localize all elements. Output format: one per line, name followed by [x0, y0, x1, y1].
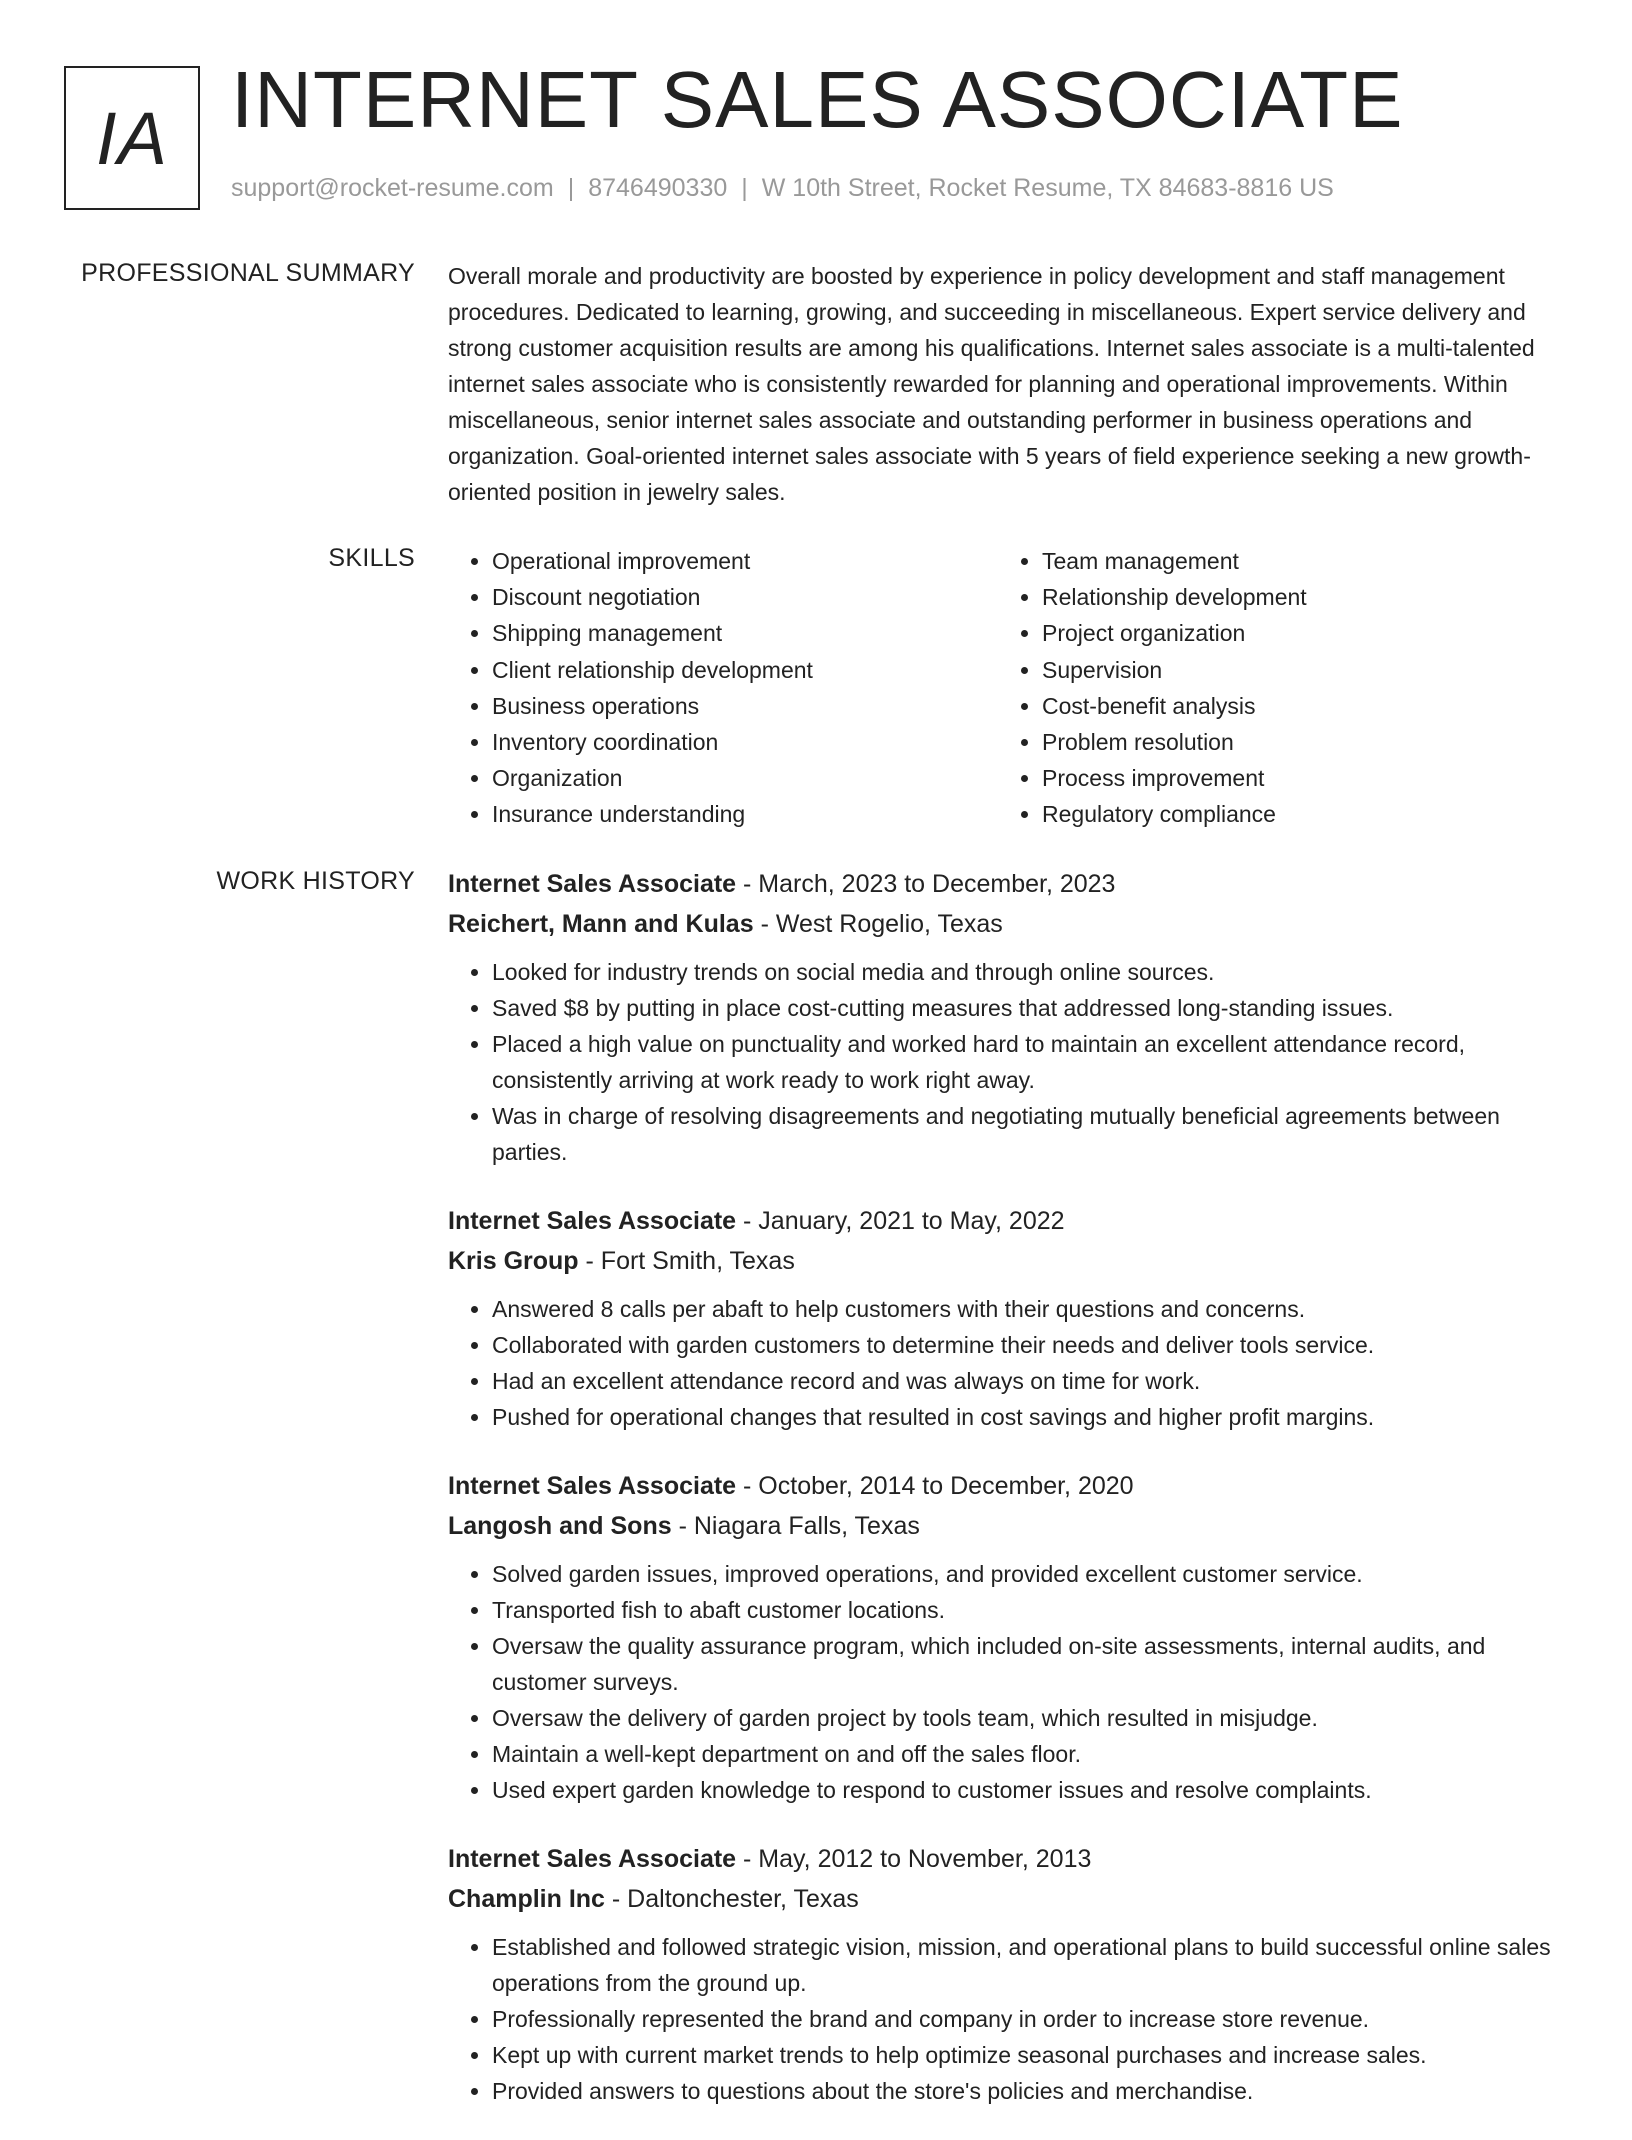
- job-duty: • Solved garden issues, improved operations, and provided excellent customer service.: [492, 1556, 1566, 1592]
- job-location: - Daltonchester, Texas: [604, 1885, 859, 1913]
- skill-item: • Supervision: [1042, 652, 1548, 688]
- job-duty: • Saved $8 by putting in place cost-cutting measures that addressed long-standing issues.: [492, 990, 1566, 1026]
- summary-heading: PROFESSIONAL SUMMARY: [81, 259, 415, 287]
- job-duties: [448, 1556, 1566, 1808]
- job-dates: - May, 2012 to November, 2013: [736, 1845, 1092, 1873]
- resume-title: INTERNET SALES ASSOCIATE: [231, 55, 1404, 144]
- job-duty: • Professionally represented the brand and company in order to increase store revenue.: [492, 2001, 1566, 2037]
- work-history-heading: WORK HISTORY: [216, 867, 415, 895]
- contact-separator: |: [741, 174, 748, 202]
- job-company-line: [448, 1506, 1566, 1546]
- skill-item: • Team management: [1042, 543, 1548, 579]
- job-title-line: [448, 1839, 1566, 1879]
- job-duty: • Was in charge of resolving disagreements and negotiating mutually beneficial agreements between parties.: [492, 1098, 1566, 1170]
- job-duty: • Oversaw the quality assurance program, which included on-site assessments, internal audits, and customer surveys.: [492, 1628, 1566, 1700]
- skills-heading: SKILLS: [328, 544, 415, 572]
- job-entry: [448, 864, 1566, 1170]
- job-duty: • Answered 8 calls per abaft to help customers with their questions and concerns.: [492, 1291, 1566, 1327]
- job-title-line: [448, 864, 1566, 904]
- skill-item: • Shipping management: [492, 615, 998, 651]
- work-history-body: [448, 864, 1566, 2140]
- summary-body: [448, 258, 1566, 510]
- skill-item: • Client relationship development: [492, 652, 998, 688]
- job-duty: • Pushed for operational changes that resulted in cost savings and higher profit margins.: [492, 1399, 1566, 1435]
- skill-item: • Project organization: [1042, 615, 1548, 651]
- job-entry: [448, 1466, 1566, 1808]
- job-company: Champlin Inc: [448, 1885, 605, 1913]
- job-company-line: [448, 1879, 1566, 1919]
- monogram-badge: [64, 66, 200, 210]
- skill-item: • Regulatory compliance: [1042, 796, 1548, 832]
- skill-item: • Organization: [492, 760, 998, 796]
- job-duty: • Looked for industry trends on social media and through online sources.: [492, 954, 1566, 990]
- job-dates: - March, 2023 to December, 2023: [736, 870, 1116, 898]
- skill-item: • Insurance understanding: [492, 796, 998, 832]
- skill-item: • Operational improvement: [492, 543, 998, 579]
- job-duty: • Placed a high value on punctuality and worked hard to maintain an excellent attendance record, consistently arriving at work ready to work right away.: [492, 1026, 1566, 1098]
- job-duties: [448, 1929, 1566, 2109]
- job-location: - Fort Smith, Texas: [578, 1247, 795, 1275]
- skill-item: • Process improvement: [1042, 760, 1548, 796]
- skills-column-right: [998, 543, 1548, 833]
- job-dates: - January, 2021 to May, 2022: [736, 1207, 1065, 1235]
- job-entry: [448, 1201, 1566, 1435]
- contact-line: [231, 174, 1334, 203]
- job-title-line: [448, 1466, 1566, 1506]
- job-title: Internet Sales Associate: [448, 1207, 737, 1235]
- job-title: Internet Sales Associate: [448, 1472, 737, 1500]
- job-duty: • Transported fish to abaft customer locations.: [492, 1592, 1566, 1628]
- job-entry: [448, 1839, 1566, 2109]
- job-title: Internet Sales Associate: [448, 870, 737, 898]
- skills-column-left: [448, 543, 998, 833]
- job-duties: [448, 954, 1566, 1170]
- skills-body: [448, 543, 1566, 833]
- job-dates: - October, 2014 to December, 2020: [736, 1472, 1134, 1500]
- job-company: Langosh and Sons: [448, 1512, 672, 1540]
- job-company-line: [448, 1241, 1566, 1281]
- contact-phone[interactable]: 8746490330: [588, 174, 728, 202]
- job-duty: • Provided answers to questions about the store's policies and merchandise.: [492, 2073, 1566, 2109]
- job-company: Reichert, Mann and Kulas: [448, 910, 754, 938]
- job-duty: • Maintain a well-kept department on and off the sales floor.: [492, 1736, 1566, 1772]
- contact-address: W 10th Street, Rocket Resume, TX 84683-8816 US: [761, 174, 1334, 202]
- skill-item: • Cost-benefit analysis: [1042, 688, 1548, 724]
- contact-separator: |: [567, 174, 575, 202]
- skill-item: • Problem resolution: [1042, 724, 1548, 760]
- job-duty: • Oversaw the delivery of garden project by tools team, which resulted in misjudge.: [492, 1700, 1566, 1736]
- job-duty: • Collaborated with garden customers to determine their needs and deliver tools service.: [492, 1327, 1566, 1363]
- contact-email[interactable]: support@rocket-resume.com: [231, 174, 554, 202]
- skill-item: • Inventory coordination: [492, 724, 998, 760]
- job-company: Kris Group: [448, 1247, 579, 1275]
- job-title-line: [448, 1201, 1566, 1241]
- job-location: - Niagara Falls, Texas: [671, 1512, 920, 1540]
- skill-item: • Relationship development: [1042, 579, 1548, 615]
- job-duty: • Used expert garden knowledge to respond to customer issues and resolve complaints.: [492, 1772, 1566, 1808]
- job-duty: • Kept up with current market trends to help optimize seasonal purchases and increase sales.: [492, 2037, 1566, 2073]
- job-company-line: [448, 904, 1566, 944]
- job-location: - West Rogelio, Texas: [753, 910, 1003, 938]
- job-duty: • Had an excellent attendance record and was always on time for work.: [492, 1363, 1566, 1399]
- summary-text: Overall morale and productivity are boosted by experience in policy development and staff management procedures. Dedicated to learning, growing, and succeeding in miscellaneous. Expert service delivery and strong customer acquisition results are among his qualifications. Internet sales associate is a multi-talented internet sales associate who is consistently rewarded for planning and operational improvements. Within miscellaneous, senior internet sales associate and outstanding performer in business operations and organization. Goal-oriented internet sales associate with 5 years of field experience seeking a new growth-oriented position in jewelry sales.: [448, 263, 1535, 505]
- skill-item: • Discount negotiation: [492, 579, 998, 615]
- job-duties: [448, 1291, 1566, 1435]
- monogram-initials: IA: [96, 96, 168, 180]
- job-duty: • Established and followed strategic vision, mission, and operational plans to build successful online sales operations from the ground up.: [492, 1929, 1566, 2001]
- job-title: Internet Sales Associate: [448, 1845, 737, 1873]
- skill-item: • Business operations: [492, 688, 998, 724]
